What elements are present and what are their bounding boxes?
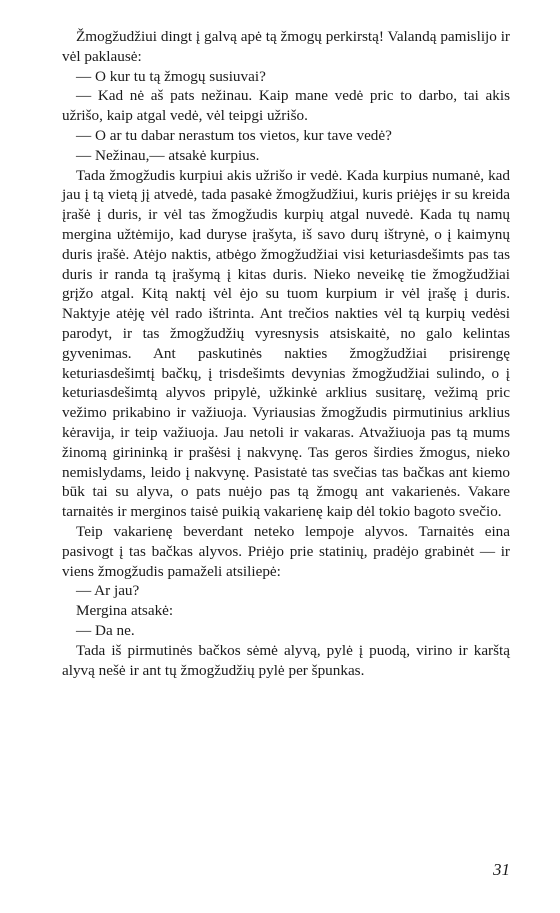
paragraph: Tada žmogžudis kurpiui akis užrišo ir vedė. Kada kurpius numanė, kad jau į tą vietą jį atvedė, tada pasakė žmogžudžiui, kuris priėjęs ir su kreida įrašė į duris, ir vėl tas žmogžudis kurpių atgal nuvedė. Kada tų namų mergina užtėmijo, kad duryse įrašyta, iš savo durų ištrynė, o į kaimynų duris įrašė. Atėjo naktis, atbėgo žmogžudžiai visi keturiasdešimts pas tas duris ir randa tą įrašymą į kitas duris. Nieko neveikę tie žmogžudžiai grįžo atgal. Kitą naktį vėl ėjo su tuom kurpium ir vėl įrašę į duris. Naktyje atėję vėl rado ištrinta. Ant trečios nakties vėl tą kurpių vedėsi parodyt, ir tas žmogžudžių vyresnysis atsiskaitė, no galo kelintas gyvenimas. Ant paskutinės nakties žmogžudžiai prisirengę keturiasdešimtį bačkų, į trisdešimts devynias žmogžudžiai sulindo, o į keturiasdešimtą alyvos pripylė, užkinkė arklius susitarę, vežimą pric vežimo prikabino ir važiuoja. Vyriausias žmogžudis pirmutinius arklius kėravija, ir teip važiuoja. Jau netoli ir vakaras. Atvažiuoja pas tą mums žinomą girininką ir prašėsi į nakvynę. Tas geros širdies žmogus, nieko nemislydams, leido į nakvynę. Pasistatė tas svečias tas bačkas ant kiemo būk tai su alyva, o pats nuėjo pas tą žmogų ant vakarienės. Vakare tarnaitės ir merginos taisė puikią vakarienę kaip dėl tokio bagoto svečio. [62,166,510,521]
body-text [62,27,510,680]
paragraph: Teip vakarienę beverdant neteko lempoje alyvos. Tarnaitės eina pasivogt į tas bačkas alyvos. Priėjo prie statinių, pradėjo grabinėt — ir viens žmogžudis pamaželi atsiliepė: [62,522,510,580]
dialogue-line: — Ar jau? [76,582,140,600]
paragraph: Tada iš pirmutinės bačkos sėmė alyvą, pylė į puodą, virino ir karštą alyvą nešė ir ant tų žmogžudžių pylė per špunkas. [62,641,510,679]
paragraph: Mergina atsakė: [76,602,174,620]
dialogue-line: — Nežinau,— atsakė kurpius. [76,146,260,164]
dialogue-line: — Da ne. [76,621,135,639]
paragraph: Žmogžudžiui dingt į galvą apė tą žmogų perkirstą! Valandą pamislijo ir vėl paklausė: [62,28,510,65]
page-number: 31 [493,860,510,879]
dialogue-line: — O ar tu dabar nerastum tos vietos, kur tave vedė? [76,126,392,144]
dialogue-line: — O kur tu tą žmogų susiuvai? [76,67,266,85]
dialogue-line: — Kad nė aš pats nežinau. Kaip mane vedė pric to darbo, tai akis užrišo, kaip atgal vedė, vėl teipgi užrišo. [62,87,510,125]
